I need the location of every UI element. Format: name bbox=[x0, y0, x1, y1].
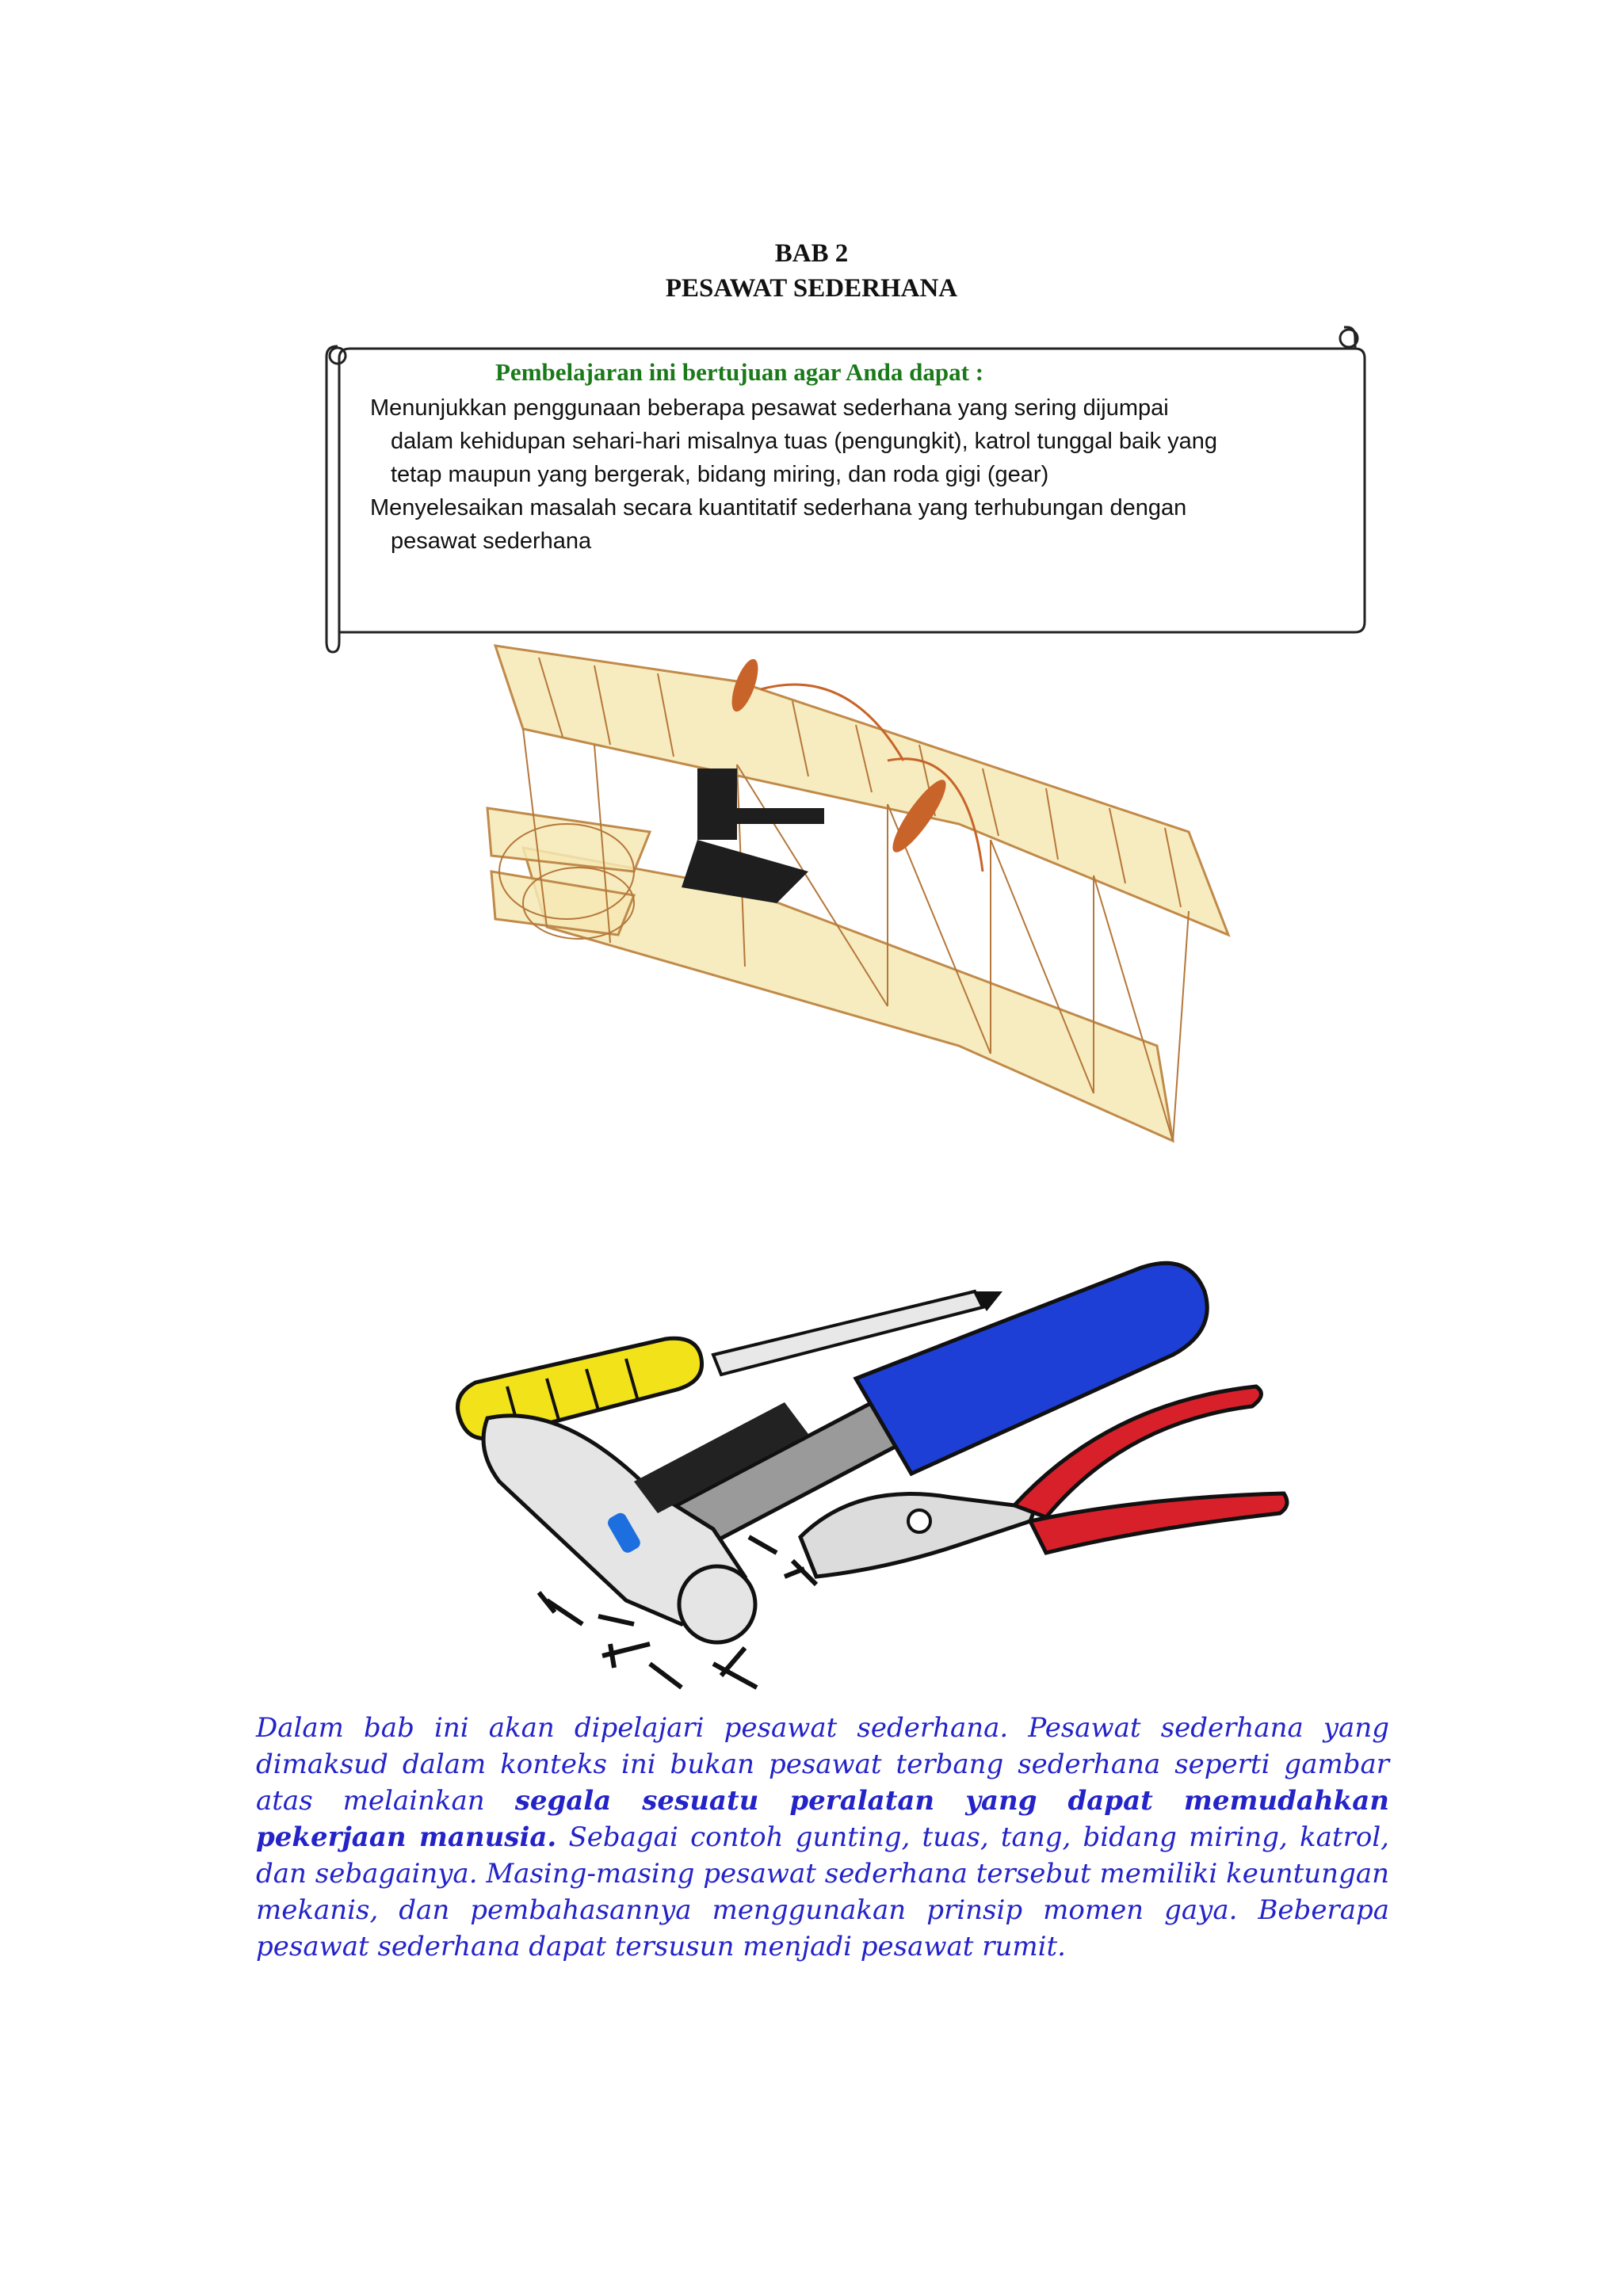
intro-text-part-1: Dalam bab ini akan dipelajari pesawat sederhana. Pesawat sederhana yang dimaksud dalam konteks ini bukan pesawat terbang sederhana seperti gambar atas melainkan bbox=[256, 1712, 1389, 1817]
objective-2-line-2: pesawat sederhana bbox=[391, 528, 592, 554]
chapter-intro-paragraph bbox=[256, 1710, 1389, 1965]
intro-text-part-2: Sebagai contoh gunting, tuas, tang, bidang miring, katrol, dan sebagainya. Masing-masing pesawat sederhana tersebut memiliki keuntungan mekanis, dan pembahasannya menggunakan prinsip momen gaya. Beberapa pesawat sederhana dapat tersusun menjadi pesawat rumit. bbox=[256, 1821, 1389, 1962]
chapter-number: BAB 2 bbox=[774, 239, 849, 268]
hand-tools-illustration bbox=[444, 1244, 1300, 1703]
intro-emphasis: segala sesuatu peralatan yang dapat memudahkan pekerjaan manusia. bbox=[256, 1785, 1389, 1853]
objective-2-line-1: Menyelesaikan masalah secara kuantitatif sederhana yang terhubungan dengan bbox=[370, 495, 1187, 521]
objective-1-line-1: Menunjukkan penggunaan beberapa pesawat sederhana yang sering dijumpai bbox=[370, 395, 1169, 421]
hammer bbox=[483, 1402, 808, 1642]
biplane-illustration bbox=[475, 634, 1260, 1212]
objective-1-line-3: tetap maupun yang bergerak, bidang miring, dan roda gigi (gear) bbox=[391, 462, 1049, 487]
chapter-title: PESAWAT SEDERHANA bbox=[665, 274, 958, 303]
objectives-heading: Pembelajaran ini bertujuan agar Anda dapat : bbox=[495, 358, 984, 386]
objective-1-line-2: dalam kehidupan sehari-hari misalnya tuas (pengungkit), katrol tunggal baik yang bbox=[391, 429, 1217, 454]
